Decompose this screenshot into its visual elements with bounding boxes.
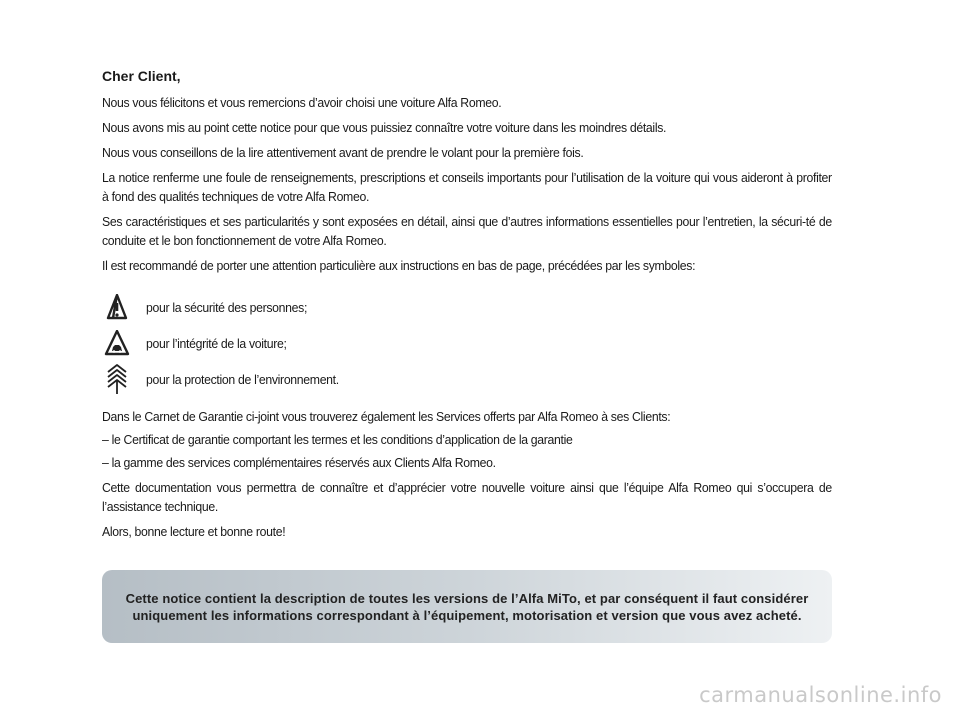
paragraph-documentation: Cette documentation vous permettra de connaître et d’apprécier votre nouvelle voiture ainsi que l’équipe Alfa Romeo qui s’occupera de l’assistance technique.: [102, 480, 832, 514]
notice-text: Cette notice contient la description de toutes les versions de l’Alfa MiTo, et par conséquent il faut considérer uniquement les informations correspondant à l’équipement, motorisation et version que vous avez acheté.: [125, 590, 809, 623]
warning-car-icon: [102, 327, 132, 359]
symbol-text-car-integrity: pour l’intégrité de la voiture;: [146, 335, 287, 351]
warning-person-icon: [102, 291, 132, 323]
paragraph-features: Ses caractéristiques et ses particularités y sont exposées en détail, ainsi que d’autres informations essentielles pour l’entretien, la sécuri-té de conduite et le bon fonctionnement de votre Alfa Romeo.: [102, 214, 832, 248]
environment-tree-icon: [102, 363, 132, 395]
paragraph-closing: Alors, bonne lecture et bonne route!: [102, 524, 286, 539]
watermark: carmanualsonline.info: [699, 683, 942, 707]
notice-box: [102, 570, 832, 643]
warranty-item-services: – la gamme des services complémentaires réservés aux Clients Alfa Romeo.: [102, 455, 496, 470]
symbol-text-environment: pour la protection de l’environnement.: [146, 371, 339, 387]
paragraph-content: La notice renferme une foule de renseignements, prescriptions et conseils importants pour l’utilisation de la voiture qui vous aideront à profiter à fond des qualités techniques de votre Alfa Romeo.: [102, 170, 832, 204]
page-body: [102, 68, 832, 547]
symbol-row-environment: [102, 363, 832, 395]
warranty-intro: Dans le Carnet de Garantie ci-joint vous trouverez également les Services offerts par Alfa Romeo à ses Clients:: [102, 409, 671, 424]
symbol-row-car-integrity: [102, 327, 832, 359]
symbol-row-person-safety: [102, 291, 832, 323]
symbol-text-person-safety: pour la sécurité des personnes;: [146, 299, 308, 315]
symbol-list: [102, 291, 832, 395]
paragraph-congratulations: Nous vous félicitons et vous remercions d’avoir choisi une voiture Alfa Romeo.: [102, 95, 502, 110]
paragraph-advice: Nous vous conseillons de la lire attentivement avant de prendre le volant pour la première fois.: [102, 145, 584, 160]
greeting: Cher Client,: [102, 68, 181, 84]
paragraph-symbols-intro: Il est recommandé de porter une attention particulière aux instructions en bas de page, précédées par les symboles:: [102, 258, 696, 273]
warranty-item-certificate: – le Certificat de garantie comportant les termes et les conditions d’application de la garantie: [102, 432, 573, 447]
paragraph-purpose: Nous avons mis au point cette notice pour que vous puissiez connaître votre voiture dans les moindres détails.: [102, 120, 667, 135]
